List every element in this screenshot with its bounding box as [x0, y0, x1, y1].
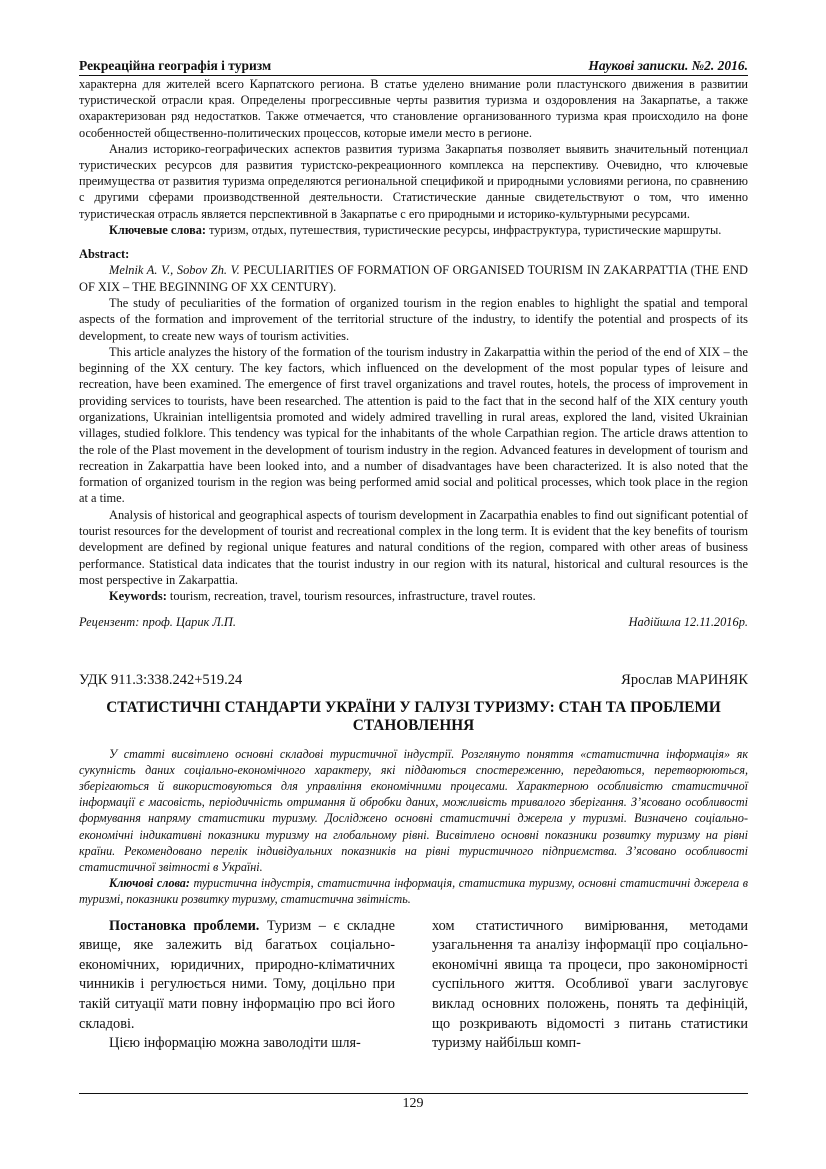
- ru-abstract-continuation: характерна для жителей всего Карпатского региона. В статье уделено внимание роли пластунского движения в развитии туристической отрасли края. Определены прогрессивные черты развития туризма и оздоровления на Закарпатье, а также охарактеризован ряд недостатков. Также отмечается, что становление организованного туризма края происходило на фоне особенностей общественно-политических процессов, которые имели место в регионе.: [79, 77, 748, 140]
- abstract-paragraph: This article analyzes the history of the formation of the tourism industry in Zakarpattia within the period of the end of XIX – the beginning of the XX century. The key factors, which influenced on the development of the most popular types of leisure and recreation, have been examined. The emergence of first travel organizations and travel routes, hotels, the process of improvement in providing services to tourists, have been researched. The attention is paid to the fact that in the second half of the XIX century youth organizations, Ukrainian intelligentsia promoted and widely admired travelling in rural areas, explored the land, visited Ukrainian villages, studied folklore. This tendency was typical for the inhabitants of the whole Carpathian region. The article draws attention to the role of the Plast movement in the development of tourism industry in the region. Advanced features in development of tourism and recreation in Zakarpattia have been looked into, and a number of disadvantages have been characterized. It is also noted that the formation of organized tourism in the region was being performed amid social and political processes, which took place in the region at a time.: [79, 344, 748, 506]
- ru-abstract-paragraph: Анализ историко-географических аспектов развития туризма Закарпатья позволяет выявить значительный потенциал туристических ресурсов для развития туристско-рекреационного комплекса на перспективу. Очевидно, что ключевые преимущества от развития туризма определяются региональной спецификой и природными условиями региона, по сравнению с другими сферами производственной деятельности. Статистические данные свидетельствуют о том, что именно туристическая отрасль является перспективной в Закарпатье с его природными и историко-культурными ресурсами.: [79, 141, 748, 221]
- footer-rule: [79, 1093, 748, 1094]
- abstract-citation: [79, 262, 748, 295]
- russian-abstract: [79, 76, 748, 238]
- en-keywords: [79, 588, 748, 604]
- ru-keywords: [79, 222, 748, 238]
- body-column-left: [79, 917, 395, 1054]
- page-number: 129: [402, 1096, 424, 1111]
- ukr-abstract-text: У статті висвітлено основні складові туристичної індустрії. Розглянуто поняття «статистична інформація» як сукупність даних соціально-економічного характеру, які піддаються спостереженню, передаються, перетворюються, зберігаються й використовуються для управління економічними процесами. Характерною особливістю статистичної інформації є масовість, періодичність отримання й обробки даних, можливість тривалого зберігання. З’ясовано особливості формування напряму статистики туризму. Досліджено основні статистичні джерела у туризмі. Визначено соціально-економічні індикативні показники туризму на глобальному рівні. Висвітлено основні показники розвитку туризму на рівні країни. Рекомендовано перелік індивідуальних показників на рівні туристичного підприємства. З’ясовано особливості статистичної звітності в Україні.: [79, 746, 748, 874]
- body-text: Туризм – є складне явище, яке залежить від багатьох соціально-економічних, юридичних, природно-кліматичних чинників і регулюється ними. Тому, доцільно при такій ситуації мати повну інформацію про всі його складові.: [79, 917, 395, 1032]
- header-journal-issue: Наукові записки. №2. 2016.: [588, 58, 748, 73]
- ru-keywords-text: туризм, отдых, путешествия, туристические ресурсы, инфраструктура, туристические маршруты.: [206, 222, 722, 237]
- ukrainian-abstract: [79, 746, 748, 908]
- article-title: СТАТИСТИЧНІ СТАНДАРТИ УКРАЇНИ У ГАЛУЗІ ТУРИЗМУ: СТАН ТА ПРОБЛЕМИ СТАНОВЛЕННЯ: [106, 698, 721, 735]
- ru-keywords-label: Ключевые слова:: [109, 222, 206, 237]
- english-abstract: [79, 246, 748, 605]
- body-paragraph: [79, 917, 395, 1035]
- section-heading: Постановка проблеми.: [109, 917, 260, 934]
- ukr-keywords: [79, 875, 748, 907]
- article-meta: [79, 671, 748, 689]
- abstract-authors: Melnik A. V., Sobov Zh. V.: [109, 263, 240, 278]
- reviewer: Рецензент: проф. Царик Л.П.: [79, 614, 236, 629]
- body-paragraph: хом статистичного вимірювання, методами узагальнення та аналізу інформації про соціально-економічні явища та процеси, про закономірності суспільного життя. Особливої уваги заслуговує виклад основних положень, понять та дефініцій, що розкривають відомості з питань статистики туризму найбільш комп-: [432, 917, 748, 1052]
- abstract-paragraph: Analysis of historical and geographical aspects of tourism development in Zacarpathia enables to find out significant potential of tourist resources for the development of tourist and recreational complex in the long term. It is evident that the key benefits of tourism development are defined by regional unique features and natural conditions of the region, compared with other areas of business performance. Statistical data indicates that the tourist industry in our region with its natural, historical and cultural resources is the most perspective in Zakarpattia.: [79, 507, 748, 587]
- body-column-right: [432, 917, 748, 1054]
- received-date: Надійшла 12.11.2016р.: [628, 614, 748, 629]
- en-keywords-label: Keywords:: [109, 589, 167, 604]
- abstract-heading: Abstract:: [79, 247, 130, 262]
- ukr-keywords-text: туристична індустрія, статистична інформація, статистика туризму, основні статистичні джерела в туризмі, показники розвитку туризму, статистична звітність.: [79, 876, 748, 907]
- journal-page: [79, 58, 748, 1054]
- en-keywords-text: tourism, recreation, travel, tourism resources, infrastructure, travel routes.: [166, 589, 536, 604]
- ukr-keywords-label: Ключові слова:: [109, 876, 190, 891]
- abstract-article-title: PECULIARITIES OF FORMATION OF ORGANISED TOURISM IN ZAKARPATTIA (THE END OF XIX – THE BEGINNING OF XX CENTURY).: [79, 263, 748, 294]
- udk-code: УДК 911.3:338.242+519.24: [79, 671, 243, 688]
- abstract-paragraph: The study of peculiarities of the formation of organized tourism in the region enables to highlight the spatial and temporal aspects of the formation and improvement of the territorial structure of the industry, to identify the potential and prospects of its development, to create new ways of tourism activities.: [79, 295, 748, 343]
- article-author: Ярослав МАРИНЯК: [621, 671, 748, 688]
- running-header: [79, 58, 748, 76]
- review-info: [79, 614, 748, 630]
- header-section-title: Рекреаційна географія і туризм: [79, 58, 272, 73]
- article-body: [79, 917, 748, 1054]
- body-paragraph: Цією інформацію можна заволодіти шля-: [109, 1035, 361, 1052]
